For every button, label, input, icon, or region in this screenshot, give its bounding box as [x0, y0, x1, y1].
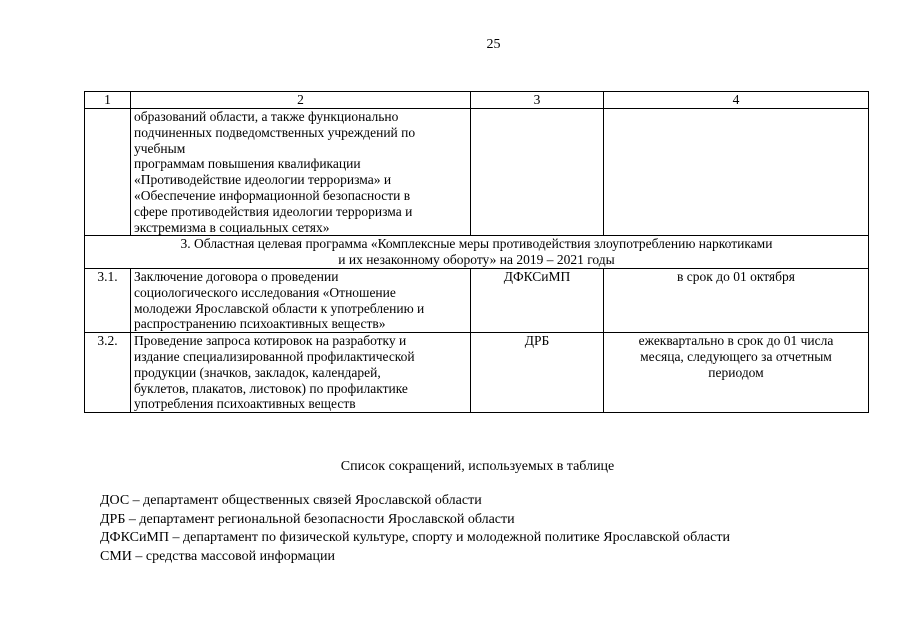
text-line: «Обеспечение информационной безопасности в [134, 187, 411, 203]
deadline-cell [604, 109, 869, 236]
row-number-cell: 3.2. [85, 333, 131, 413]
deadline-line: ежеквартально в срок до 01 числа [638, 333, 834, 349]
page-number: 25 [486, 37, 501, 52]
text-line: экстремизма в социальных сетях» [134, 219, 330, 235]
text-line: «Противодействие идеологии терроризма» и [134, 172, 392, 188]
section-title-line: и их незаконному обороту» на 2019 – 2021 годы [338, 252, 615, 268]
header-cell: 1 [85, 92, 131, 109]
abbreviations-caption: Список сокращений, используемых в таблице [340, 459, 615, 474]
row-number-cell [85, 109, 131, 236]
text-line: издание специализированной профилактической [134, 348, 415, 364]
executor-cell [471, 109, 604, 236]
section-row [85, 236, 869, 269]
header-cell: 4 [604, 92, 869, 109]
abbreviation-item: СМИ – средства массовой информации [100, 548, 335, 564]
text-line: программам повышения квалификации [134, 156, 361, 172]
executor-cell: ДФКСиМП [471, 268, 604, 332]
text-line: подчиненных подведомственных учреждений по [134, 124, 416, 140]
abbreviations-list [100, 492, 730, 566]
deadline-line: периодом [708, 364, 764, 380]
deadline-cell [604, 268, 869, 332]
text-line: продукции (значков, закладок, календарей, [134, 364, 381, 380]
section-title-cell [85, 236, 869, 269]
text-line: Заключение договора о проведении [134, 268, 339, 284]
text-line: сфере противодействия идеологии терроризма и [134, 203, 413, 219]
section-title-line: 3. Областная целевая программа «Комплексные меры противодействия злоупотреблению наркотиками [180, 236, 773, 252]
abbreviation-item: ДФКСиМП – департамент по физической культуре, спорту и молодежной политике Ярославской области [100, 530, 730, 545]
header-cell: 2 [131, 92, 471, 109]
text-line: учебным [134, 140, 186, 156]
text-line: образований области, а также функционально [134, 109, 399, 124]
abbreviation-item: ДОС – департамент общественных связей Ярославской области [100, 493, 482, 508]
table-row [85, 333, 869, 413]
header-cell: 3 [471, 92, 604, 109]
abbreviation-item: ДРБ – департамент региональной безопасности Ярославской области [100, 511, 515, 527]
measures-table [84, 91, 869, 413]
measure-text-cell [131, 109, 471, 236]
deadline-cell [604, 333, 869, 413]
deadline-line: месяца, следующего за отчетным [640, 348, 832, 364]
text-line: распространению психоактивных веществ» [134, 316, 386, 332]
measure-text-cell [131, 333, 471, 413]
text-line: социологического исследования «Отношение [134, 284, 396, 300]
deadline-line: в срок до 01 октября [677, 268, 795, 284]
table-row [85, 268, 869, 332]
text-line: буклетов, плакатов, листовок) по профилактике [134, 380, 408, 396]
table-row [85, 109, 869, 236]
executor-cell: ДРБ [471, 333, 604, 413]
text-line: употребления психоактивных веществ [134, 396, 356, 412]
table-header-row [85, 92, 869, 109]
text-line: молодежи Ярославской области к употреблению и [134, 300, 425, 316]
measure-text-cell [131, 268, 471, 332]
text-line: Проведение запроса котировок на разработку и [134, 333, 407, 349]
row-number-cell: 3.1. [85, 268, 131, 332]
